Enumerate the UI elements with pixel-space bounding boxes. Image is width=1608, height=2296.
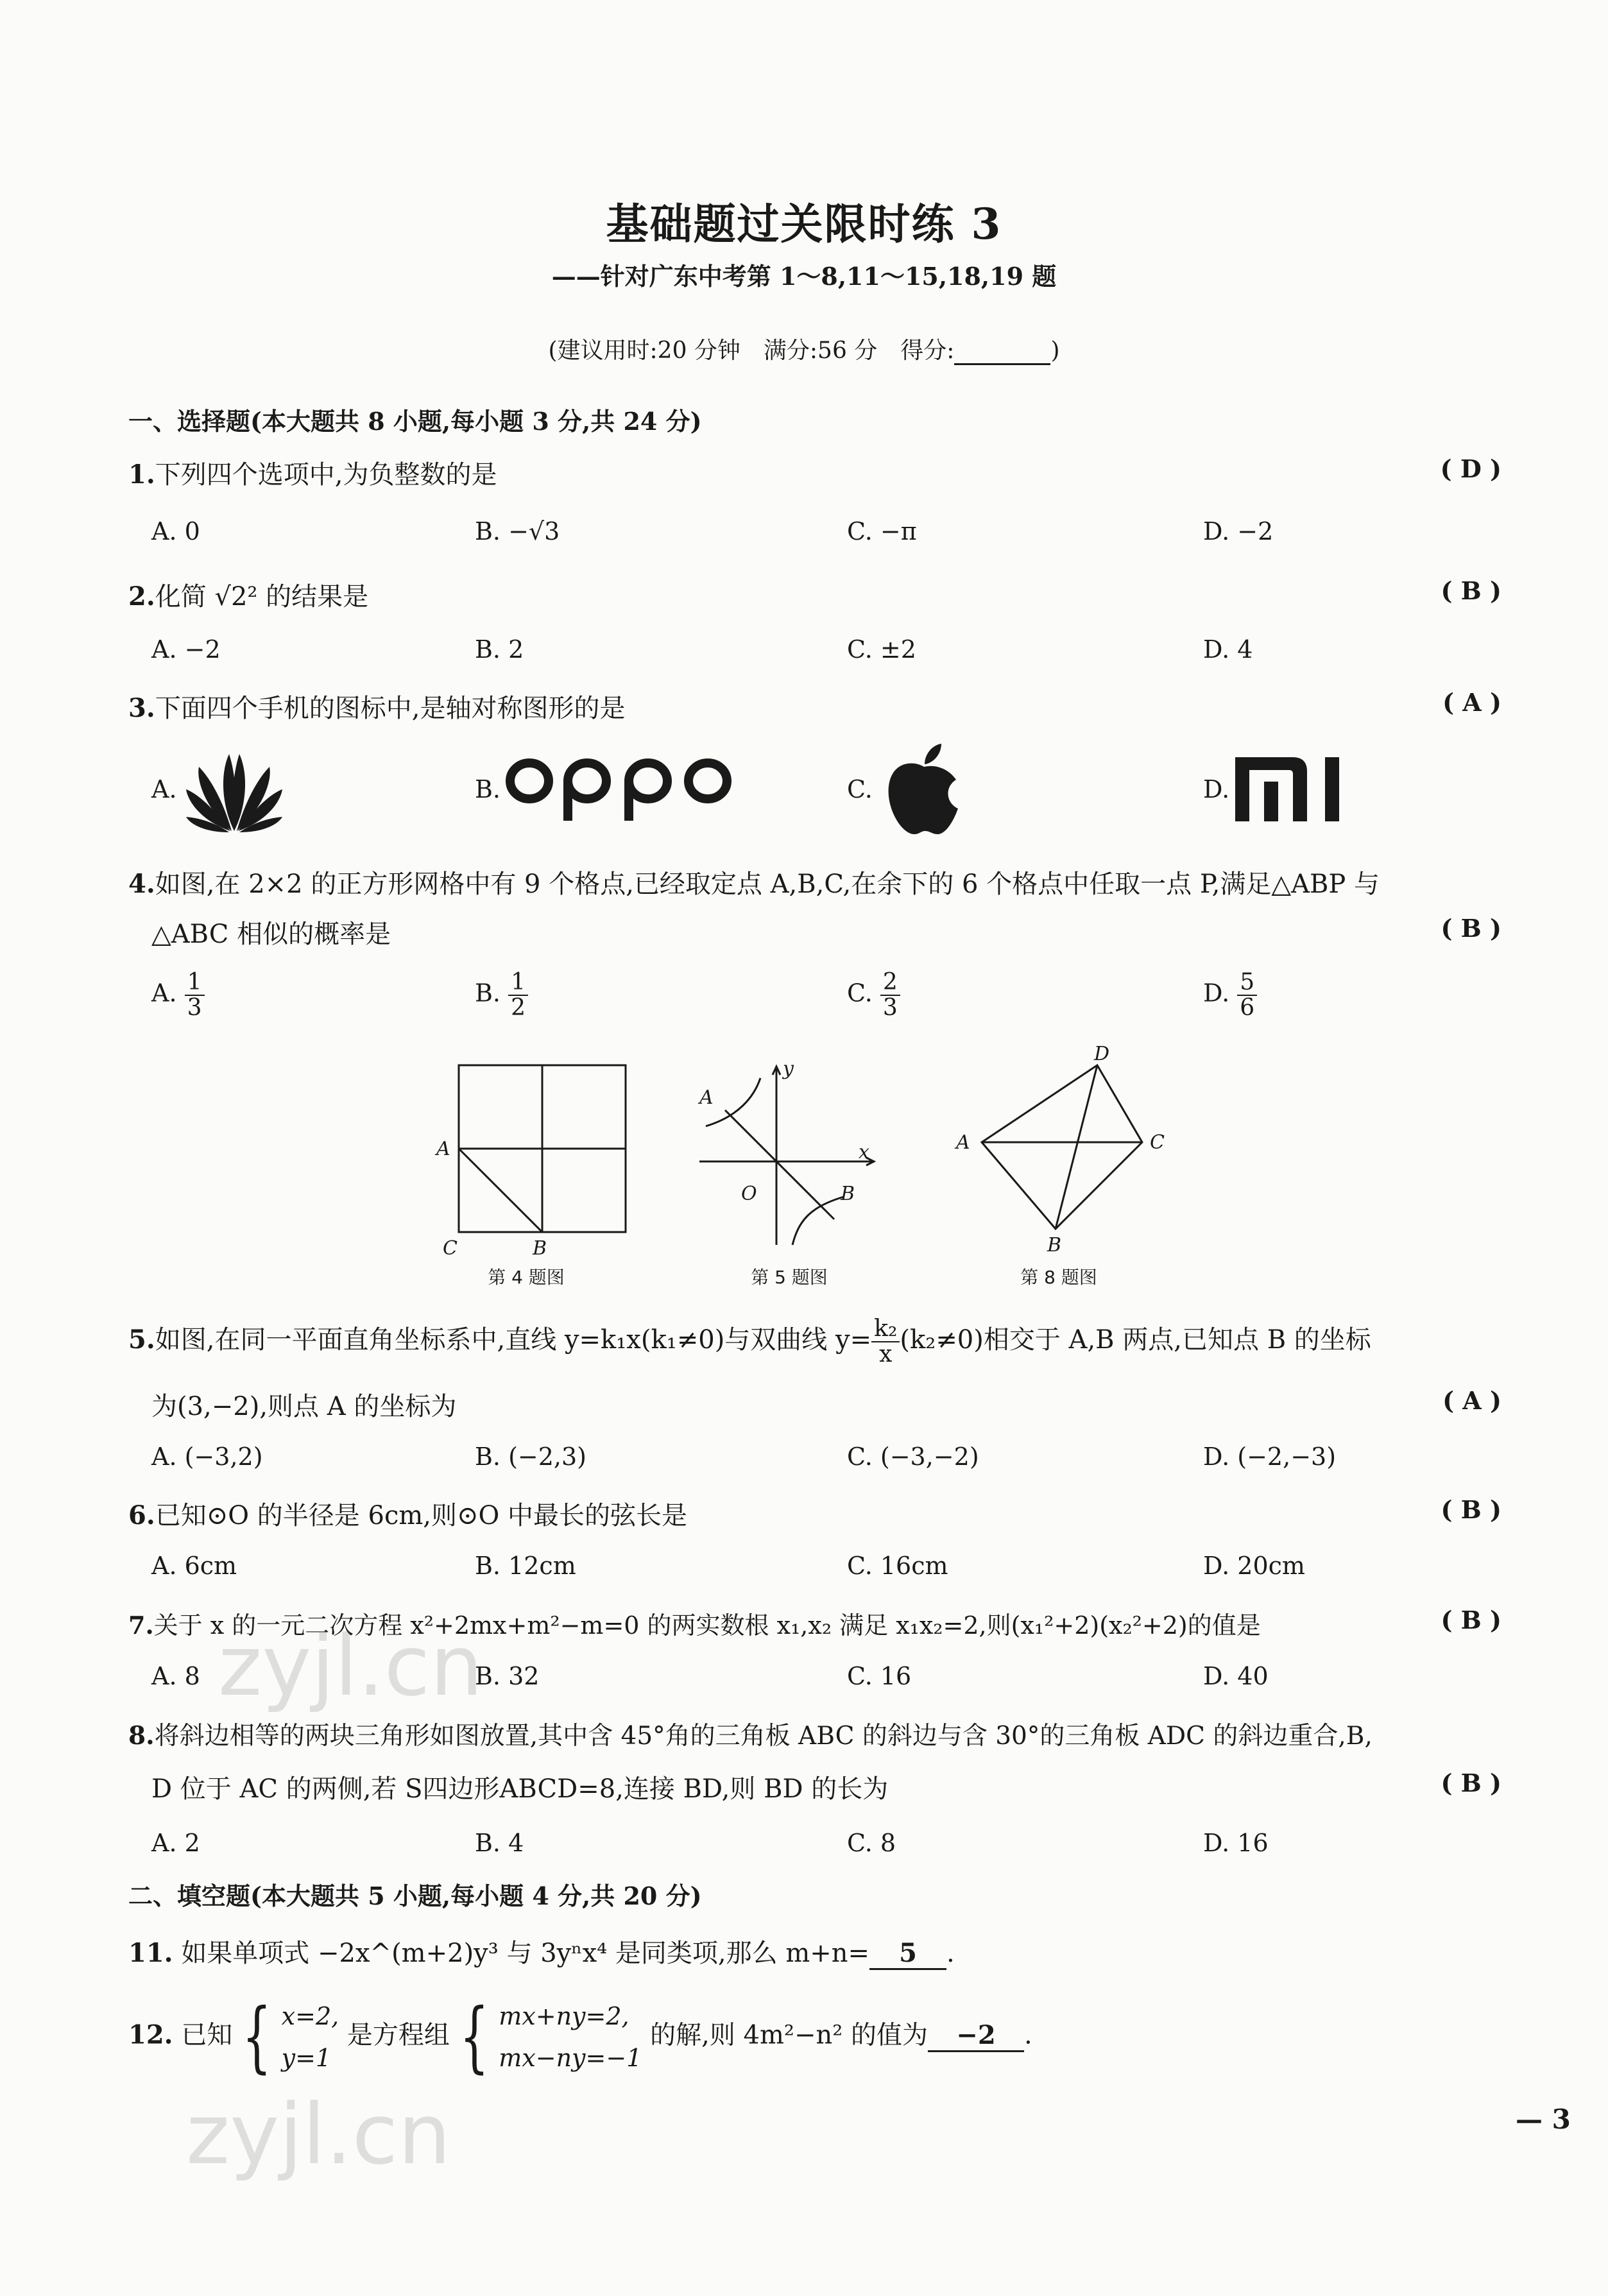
option-3b: B.: [475, 775, 501, 803]
option-2d: D. 4: [1203, 635, 1253, 664]
fig5-caption: 第 5 题图: [751, 1267, 828, 1288]
score-blank[interactable]: [954, 340, 1050, 365]
option-1a: A. 0: [151, 517, 200, 545]
option-5b: B. (−2,3): [475, 1443, 587, 1471]
option-7a: A. 8: [151, 1662, 200, 1690]
answer-11[interactable]: 5: [869, 1938, 946, 1970]
system-2: mx+ny=2, mx−ny=−1: [499, 2002, 642, 2072]
option-6c: C. 16cm: [847, 1552, 948, 1580]
question-7: 7.关于 x 的一元二次方程 x²+2mx+m²−m=0 的两实数根 x₁,x₂ 满足 x₁x₂=2,则(x₁²+2)(x₂²+2)的值是: [128, 1611, 1261, 1640]
option-8d: D. 16: [1203, 1829, 1269, 1857]
option-7b: B. 32: [475, 1662, 540, 1690]
question-5-line1: 5.如图,在同一平面直角坐标系中,直线 y=k₁x(k₁≠0)与双曲线 y= $\frac{\text{k₂}}{x}$ (k₂≠0)相交于 A,B 两点,已知点 B 的坐标: [128, 1315, 1371, 1367]
sqrt-expression: √2²: [214, 582, 258, 612]
watermark-text: zyjl.cn: [218, 1617, 483, 1715]
answer-3: ( A ): [1442, 688, 1501, 717]
option-5a: A. (−3,2): [151, 1443, 263, 1471]
option-8c: C. 8: [847, 1829, 896, 1857]
question-5-line2: 为(3,−2),则点 A 的坐标为: [151, 1392, 457, 1421]
option-3d: D.: [1203, 775, 1230, 803]
fig5-label-y: y: [783, 1058, 794, 1080]
option-8a: A. 2: [151, 1829, 200, 1857]
answer-2: ( B ): [1441, 576, 1501, 605]
section-heading-fill: 二、填空题(本大题共 5 小题,每小题 4 分,共 20 分): [128, 1881, 702, 1910]
answer-8: ( B ): [1441, 1769, 1501, 1797]
option-1b: B. −√3: [475, 517, 560, 545]
apple-logo-icon: [882, 741, 966, 837]
time-score-info: [0, 332, 1608, 365]
fig5-label-a: A: [699, 1086, 714, 1109]
question-11: 11. 如果单项式 −2x^(m+2)y³ 与 3yⁿx⁴ 是同类项,那么 m+n= 5 .: [128, 1933, 955, 1970]
answer-7: ( B ): [1441, 1606, 1501, 1634]
fig8-label-d: D: [1094, 1046, 1110, 1065]
option-7d: D. 40: [1203, 1662, 1269, 1690]
option-3a: A.: [151, 775, 177, 803]
meta-text: (建议用时:20 分钟 满分:56 分 得分:: [548, 338, 955, 364]
fig8-label-b: B: [1047, 1234, 1062, 1256]
figure-4-grid: [430, 1052, 635, 1296]
option-1d: D. −2: [1203, 517, 1274, 545]
option-6d: D. 20cm: [1203, 1552, 1305, 1580]
option-4b: B. $\frac{1}{2}$: [475, 970, 528, 1020]
option-4c: C. $\frac{2}{3}$: [847, 970, 900, 1020]
fig8-label-c: C: [1150, 1131, 1165, 1154]
question-2: 2.化简 √2² 的结果是: [128, 581, 369, 612]
fig5-label-x: x: [859, 1141, 869, 1163]
question-8-line2: D 位于 AC 的两侧,若 S四边形ABCD=8,连接 BD,则 BD 的长为: [151, 1774, 889, 1804]
answer-4: ( B ): [1441, 914, 1501, 943]
question-6: 6.已知⊙O 的半径是 6cm,则⊙O 中最长的弦长是: [128, 1500, 688, 1530]
meta-suffix: ): [1050, 338, 1060, 364]
oppo-logo-icon: [504, 754, 741, 825]
option-5d: D. (−2,−3): [1203, 1443, 1337, 1471]
question-1: 1.下列四个选项中,为负整数的是: [128, 459, 497, 490]
figure-8-quadrilateral: [950, 1046, 1193, 1296]
page-subtitle: ——针对广东中考第 1～8,11～15,18,19 题: [551, 262, 1057, 291]
option-5c: C. (−3,−2): [847, 1443, 979, 1471]
question-4-line1: 4.如图,在 2×2 的正方形网格中有 9 个格点,已经取定点 A,B,C,在余下的 6 个格点中任取一点 P,满足△ABP 与: [128, 869, 1380, 899]
question-3: 3.下面四个手机的图标中,是轴对称图形的是: [128, 693, 626, 723]
option-2a: A. −2: [151, 635, 221, 664]
question-12: 12. 已知 { x=2, y=1 是方程组 { mx+ny=2, mx−ny=−1 的解,则 4m²−n² 的值为 −2 .: [128, 1992, 1032, 2082]
option-6a: A. 6cm: [151, 1552, 237, 1580]
fig4-label-b: B: [533, 1237, 547, 1260]
mi-logo-icon: [1235, 757, 1351, 821]
page-title: 基础题过关限时练 3: [606, 199, 1002, 249]
option-4d: D. $\frac{5}{6}$: [1203, 970, 1257, 1020]
fig8-caption: 第 8 题图: [1020, 1267, 1097, 1288]
answer-12[interactable]: −2: [928, 2020, 1024, 2052]
fig8-label-a: A: [956, 1131, 970, 1154]
section-heading-choice: 一、选择题(本大题共 8 小题,每小题 3 分,共 24 分): [128, 407, 702, 436]
option-7c: C. 16: [847, 1662, 912, 1690]
answer-5: ( A ): [1442, 1386, 1501, 1415]
option-8b: B. 4: [475, 1829, 524, 1857]
option-1c: C. −π: [847, 517, 917, 545]
option-2c: C. ±2: [847, 635, 916, 664]
fig4-label-a: A: [436, 1138, 450, 1160]
fig4-label-c: C: [443, 1237, 458, 1260]
question-4-line2: △ABC 相似的概率是: [151, 920, 391, 949]
fig4-caption: 第 4 题图: [488, 1267, 565, 1288]
watermark-text: zyjl.cn: [186, 2086, 451, 2183]
question-8-line1: 8.将斜边相等的两块三角形如图放置,其中含 45°角的三角板 ABC 的斜边与含 30°的三角板 ADC 的斜边重合,B,: [128, 1721, 1373, 1751]
fig5-label-o: O: [741, 1183, 757, 1205]
system-1: x=2, y=1: [281, 2002, 339, 2072]
page-number: — 3: [1516, 2103, 1571, 2135]
huawei-logo-icon: [186, 744, 282, 841]
figure-5-graph: [680, 1052, 898, 1296]
option-2b: B. 2: [475, 635, 524, 664]
option-6b: B. 12cm: [475, 1552, 576, 1580]
answer-6: ( B ): [1441, 1495, 1501, 1524]
option-3c: C.: [847, 775, 873, 803]
answer-1: ( D ): [1440, 454, 1501, 483]
option-4a: A. $\frac{1}{3}$: [151, 970, 205, 1020]
fig5-label-b: B: [841, 1183, 855, 1205]
